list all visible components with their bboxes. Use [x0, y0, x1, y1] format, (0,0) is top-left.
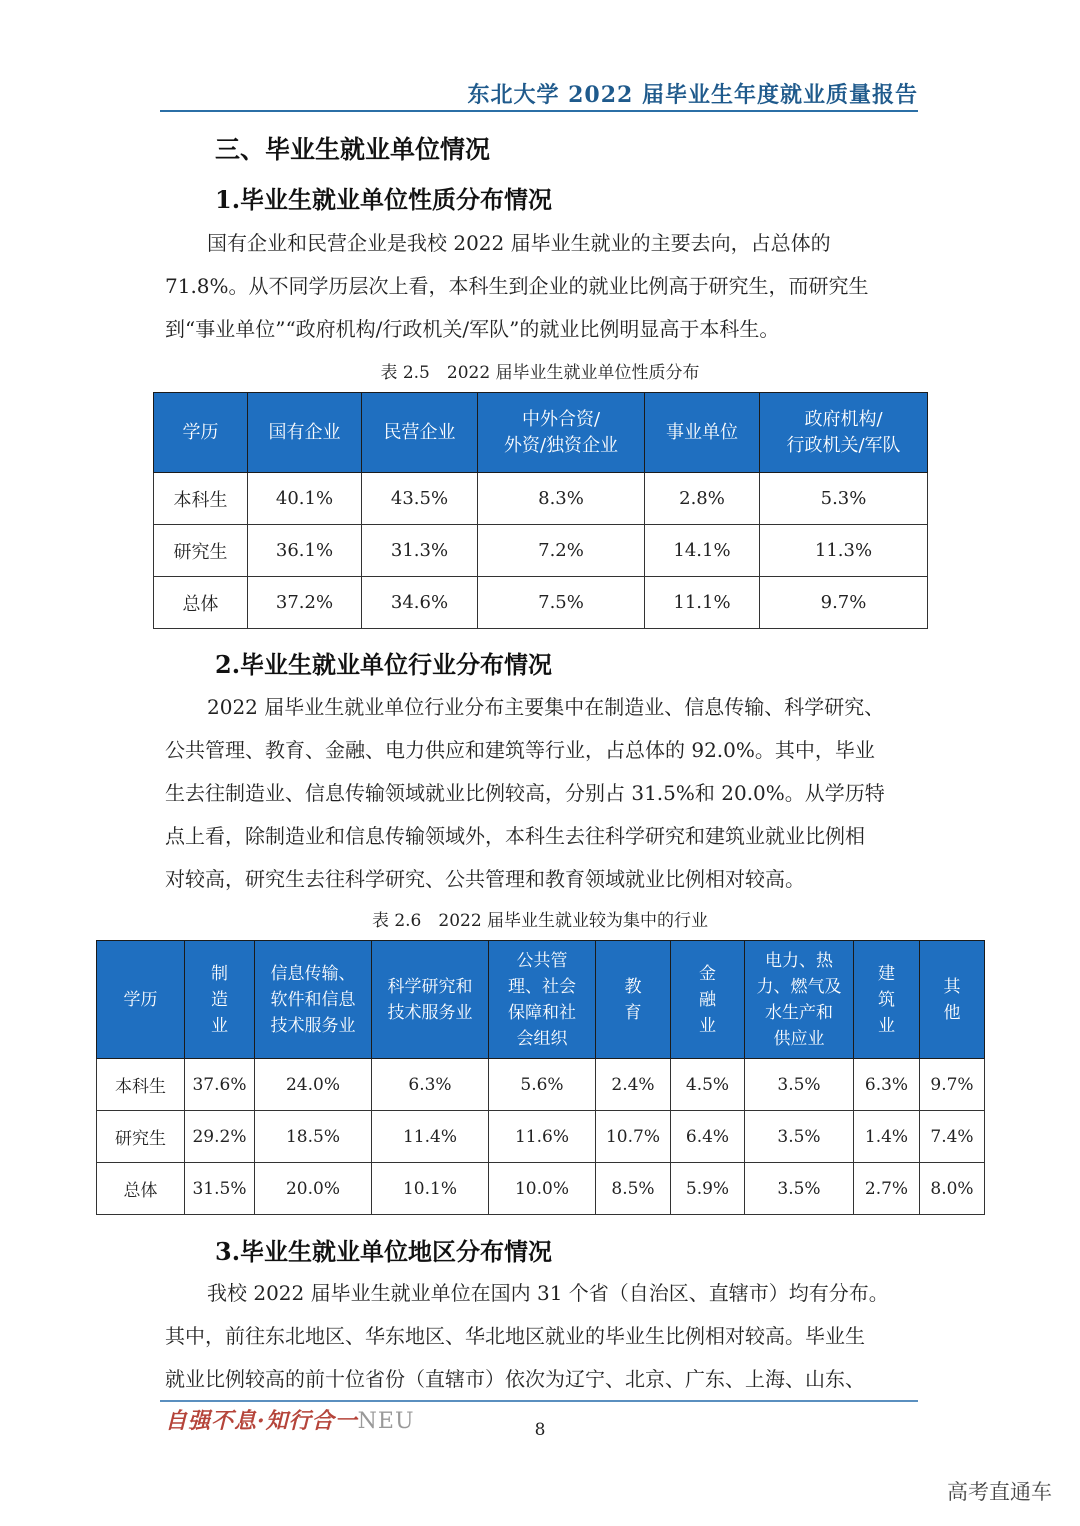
- table-cell: 24.0%: [255, 1059, 372, 1111]
- table-cell: 4.5%: [671, 1059, 745, 1111]
- table-cell: 29.2%: [185, 1111, 255, 1163]
- table-header-cell: 民营企业: [362, 393, 478, 473]
- table-row: [97, 1059, 985, 1111]
- table-cell: 37.6%: [185, 1059, 255, 1111]
- table-cell: 2.4%: [596, 1059, 671, 1111]
- header-rule: [160, 110, 918, 112]
- table-cell: 6.3%: [372, 1059, 489, 1111]
- row-label-cell: 本科生: [97, 1059, 185, 1111]
- table-cell: 31.3%: [362, 525, 478, 577]
- paragraph-line: 就业比例较高的前十位省份（直辖市）依次为辽宁、北京、广东、上海、山东、: [165, 1367, 865, 1391]
- running-header: 东北大学 2022 届毕业生年度就业质量报告: [467, 82, 918, 108]
- table-cell: 7.5%: [478, 577, 645, 629]
- table-cell: 43.5%: [362, 473, 478, 525]
- table-cell: 20.0%: [255, 1163, 372, 1215]
- table-cell: 5.9%: [671, 1163, 745, 1215]
- table-header-cell: 中外合资/ 外资/独资企业: [478, 393, 645, 473]
- table-cell: 8.0%: [920, 1163, 985, 1215]
- table-header-cell: 其 他: [920, 941, 985, 1059]
- table-header-cell: 国有企业: [248, 393, 362, 473]
- subsection-2-heading: 2.毕业生就业单位行业分布情况: [215, 650, 553, 679]
- paragraph-line: 国有企业和民营企业是我校 2022 届毕业生就业的主要去向，占总体的: [207, 231, 831, 255]
- table-cell: 36.1%: [248, 525, 362, 577]
- table-cell: 6.3%: [854, 1059, 920, 1111]
- table-header-cell: 建 筑 业: [854, 941, 920, 1059]
- footer-rule: [160, 1400, 918, 1402]
- table-cell: 11.1%: [645, 577, 760, 629]
- table-row: [154, 473, 928, 525]
- table-header-cell: 学历: [154, 393, 248, 473]
- table-cell: 9.7%: [920, 1059, 985, 1111]
- table-cell: 18.5%: [255, 1111, 372, 1163]
- table-header-cell: 教 育: [596, 941, 671, 1059]
- table-cell: 7.2%: [478, 525, 645, 577]
- table-cell: 11.6%: [489, 1111, 596, 1163]
- table-header-cell: 政府机构/ 行政机关/军队: [760, 393, 928, 473]
- table-header-cell: 电力、热 力、燃气及 水生产和 供应业: [745, 941, 854, 1059]
- table-cell: 5.6%: [489, 1059, 596, 1111]
- table-row: [97, 1111, 985, 1163]
- table-header-row: [154, 393, 928, 473]
- row-label-cell: 总体: [97, 1163, 185, 1215]
- table-cell: 10.0%: [489, 1163, 596, 1215]
- row-label-cell: 研究生: [97, 1111, 185, 1163]
- motto-text: 自强不息·知行合一: [165, 1408, 358, 1434]
- table-header-row: [97, 941, 985, 1059]
- paragraph-line: 对较高，研究生去往科学研究、公共管理和教育领域就业比例相对较高。: [165, 867, 805, 891]
- table-cell: 11.4%: [372, 1111, 489, 1163]
- paragraph-3: [165, 1272, 917, 1401]
- table-cell: 2.8%: [645, 473, 760, 525]
- table-cell: 10.1%: [372, 1163, 489, 1215]
- table-cell: 14.1%: [645, 525, 760, 577]
- table-header-cell: 事业单位: [645, 393, 760, 473]
- section-heading: 三、毕业生就业单位情况: [215, 135, 491, 164]
- paragraph-line: 其中，前往东北地区、华东地区、华北地区就业的毕业生比例相对较高。毕业生: [165, 1324, 865, 1348]
- paragraph-1: [165, 222, 917, 351]
- table-header-cell: 科学研究和 技术服务业: [372, 941, 489, 1059]
- paragraph-line: 2022 届毕业生就业单位行业分布主要集中在制造业、信息传输、科学研究、: [207, 695, 885, 719]
- table-header-cell: 信息传输、 软件和信息 技术服务业: [255, 941, 372, 1059]
- table-cell: 6.4%: [671, 1111, 745, 1163]
- paragraph-line: 点上看，除制造业和信息传输领域外，本科生去往科学研究和建筑业就业比例相: [165, 824, 865, 848]
- table-cell: 2.7%: [854, 1163, 920, 1215]
- table-unit-nature: [153, 392, 928, 629]
- table-cell: 9.7%: [760, 577, 928, 629]
- table-header-cell: 学历: [97, 941, 185, 1059]
- table-row: [154, 577, 928, 629]
- subsection-3-heading: 3.毕业生就业单位地区分布情况: [215, 1237, 553, 1266]
- subsection-1-heading: 1.毕业生就业单位性质分布情况: [215, 185, 553, 214]
- table-1-caption: 表 2.5 2022 届毕业生就业单位性质分布: [380, 363, 700, 383]
- table-cell: 3.5%: [745, 1059, 854, 1111]
- table-cell: 10.7%: [596, 1111, 671, 1163]
- table-row: [97, 1163, 985, 1215]
- table-cell: 34.6%: [362, 577, 478, 629]
- table-cell: 8.5%: [596, 1163, 671, 1215]
- table-cell: 11.3%: [760, 525, 928, 577]
- neu-logo: NEU: [357, 1409, 415, 1434]
- page-number: 8: [534, 1420, 546, 1440]
- paragraph-line: 到“事业单位”“政府机构/行政机关/军队”的就业比例明显高于本科生。: [165, 317, 780, 341]
- table-cell: 3.5%: [745, 1111, 854, 1163]
- table-cell: 7.4%: [920, 1111, 985, 1163]
- table-cell: 1.4%: [854, 1111, 920, 1163]
- table-cell: 5.3%: [760, 473, 928, 525]
- table-cell: 37.2%: [248, 577, 362, 629]
- table-cell: 8.3%: [478, 473, 645, 525]
- paragraph-line: 71.8%。从不同学历层次上看，本科生到企业的就业比例高于研究生，而研究生: [165, 274, 869, 298]
- table-cell: 40.1%: [248, 473, 362, 525]
- row-label-cell: 本科生: [154, 473, 248, 525]
- row-label-cell: 总体: [154, 577, 248, 629]
- paragraph-2: [165, 686, 917, 901]
- paragraph-line: 公共管理、教育、金融、电力供应和建筑等行业，占总体的 92.0%。其中，毕业: [165, 738, 875, 762]
- table-header-cell: 金 融 业: [671, 941, 745, 1059]
- table-header-cell: 制 造 业: [185, 941, 255, 1059]
- table-cell: 3.5%: [745, 1163, 854, 1215]
- table-header-cell: 公共管 理、社会 保障和社 会组织: [489, 941, 596, 1059]
- table-industry: [96, 940, 985, 1215]
- watermark: 高考直通车: [947, 1480, 1052, 1504]
- table-2-caption: 表 2.6 2022 届毕业生就业较为集中的行业: [371, 911, 709, 931]
- paragraph-line: 生去往制造业、信息传输领域就业比例较高，分别占 31.5%和 20.0%。从学历特: [165, 781, 885, 805]
- row-label-cell: 研究生: [154, 525, 248, 577]
- table-cell: 31.5%: [185, 1163, 255, 1215]
- paragraph-line: 我校 2022 届毕业生就业单位在国内 31 个省（自治区、直辖市）均有分布。: [207, 1281, 889, 1305]
- table-row: [154, 525, 928, 577]
